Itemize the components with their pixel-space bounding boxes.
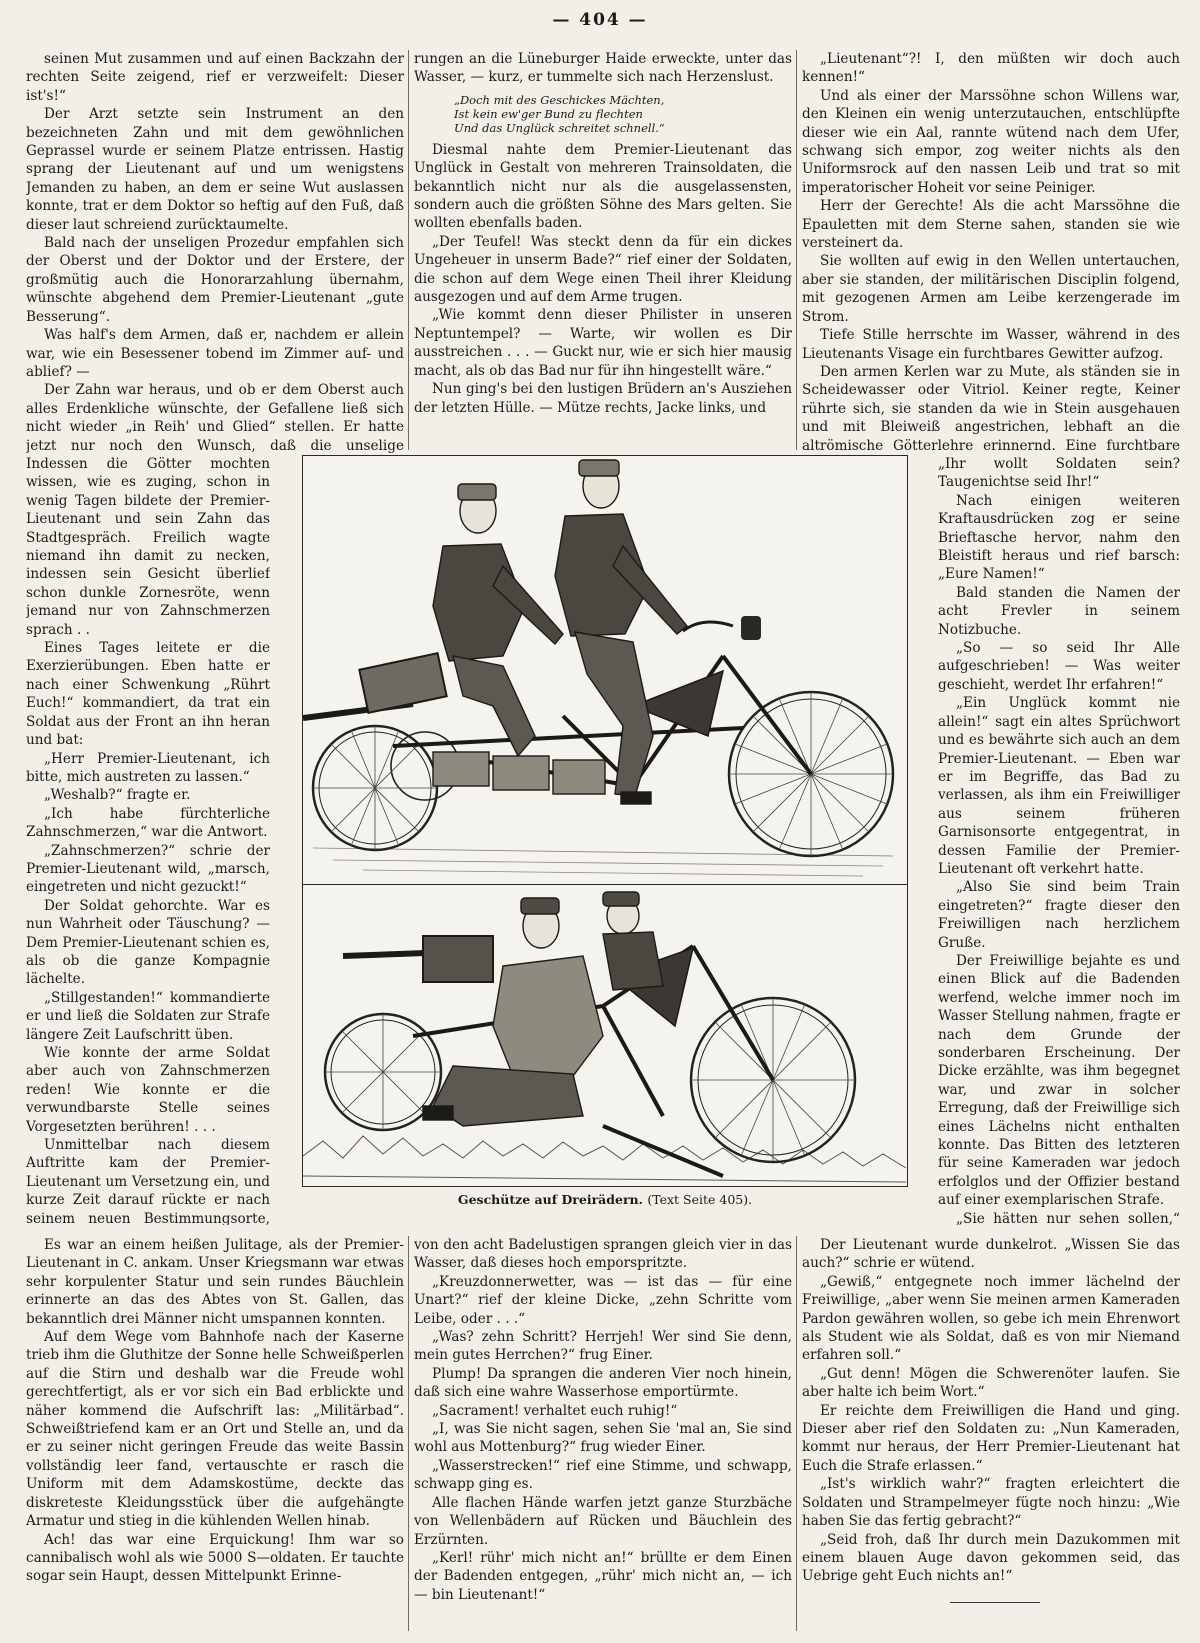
column-rule [408, 1236, 409, 1631]
paragraph: „Stillgestanden!“ kommandierte er und ließ die Soldaten zur Strafe längere Zeit Laufschritt üben. [26, 989, 270, 1043]
caption-page-reference: (Text Seite 405). [647, 1192, 753, 1207]
paragraph: Tiefe Stille herrschte im Wasser, während in des Lieutenants Visage ein furchtbares Gewitter aufzog. [802, 327, 1180, 362]
paragraph: Es war an einem heißen Julitage, als der Premier-Lieutenant in C. ankam. Unser Kriegsmann war etwas sehr korpulenter Statur und sein rundes Bäuchlein erinnerte an das des Abtes von St. Gallen, das bekanntlich drei Männer nicht umspannen konnten. [26, 1237, 404, 1327]
paragraph: „Wasserstrecken!“ rief eine Stimme, und schwapp, schwapp ging es. [414, 1457, 792, 1493]
paragraph: Nun ging's bei den lustigen Brüdern an's Ausziehen der letzten Hülle. — Mütze rechts, Jacke links, und [414, 381, 792, 416]
column-rule [796, 1236, 797, 1631]
paragraph: „Also Sie sind beim Train eingetreten?“ fragte dieser den Freiwilligen nach herzlichem Gruße. [938, 879, 1180, 951]
paragraph: „I, was Sie nicht sagen, sehen Sie 'mal an, Sie sind wohl aus Mottenburg?“ frug wieder Einer. [414, 1421, 792, 1456]
tricycle-gunners-drawing [303, 886, 906, 1186]
paragraph: „Kreuzdonnerwetter, was — ist das — für eine Unart?“ rief der kleine Dicke, „zehn Schritte vom Leibe, oder . . .“ [414, 1273, 792, 1327]
paragraph: „Sie hätten nur sehen sollen,“ [956, 1210, 1180, 1225]
paragraph: „Lieutenant“?! I, den müßten wir doch auch kennen!“ [802, 51, 1180, 86]
column-2-top-rest [414, 141, 792, 417]
column-2-opening: rungen an die Lüneburger Haide erweckte, unter das Wasser, — kurz, er tummelte sich nach Herzenslust. [414, 51, 792, 86]
paragraph: Der Freiwillige bejahte es und einen Blick auf die Badenden werfend, welche immer noch im Wasser Stellung nahmen, fragte er nach dem Grunde der sonderbaren Erscheinung. Der Dicke erzählte, was ihm begegnet war, und zwar in solcher Erregung, daß der Freiwillige sich eines Lächelns nicht enthalten konnte. Das Bitten des letzteren für seine Kameraden war jedoch erfolglos und der Offizier bestand auf einer exemplarischen Strafe. [938, 952, 1180, 1209]
paragraph: Alle flachen Hände warfen jetzt ganze Sturzbäche von Wellenbädern auf Rücken und Bäuchlein des Erzürnten. [414, 1494, 792, 1548]
column-1-top [26, 50, 404, 455]
paragraph: Diesmal nahte dem Premier-Lieutenant das Unglück in Gestalt von mehreren Trainsoldaten, die bekanntlich nicht nur als die ausgelassensten, sondern auch die größten Söhne des Mars gelten. Sie wollten ebenfalls baden. [414, 141, 792, 232]
column-3-top [802, 50, 1180, 455]
paragraph: „Herr Premier-Lieutenant, ich bitte, mich austreten zu lassen.“ [26, 750, 270, 785]
poem-line: Und das Unglück schreitet schnell.“ [454, 120, 665, 135]
paragraph: Und als einer der Marssöhne schon Willens war, den Kleinen ein wenig unterzutauchen, entschlüpfte dieser wie ein Aal, rannte wütend nach dem Ufer, schwang sich empor, zog weiter nichts als den Uniformsrock auf den nassen Leib und trat so mit imperatorischer Hoheit vor seine Peiniger. [802, 87, 1180, 196]
paragraph: Bald nach der unseligen Prozedur empfahlen sich der Oberst und der Doktor und der Erstere, der großmütig auch die Honorarzahlung übernahm, wünschte abgehend dem Premier-Lieutenant „gute Besserung“. [26, 235, 404, 325]
paragraph: Der Lieutenant wurde dunkelrot. „Wissen Sie das auch?“ schrie er wütend. [802, 1237, 1180, 1272]
paragraph: Auf dem Wege vom Bahnhofe nach der Kaserne trieb ihm die Gluthitze der Sonne helle Schweißperlen auf die Stirn und deshalb war die Freude wohl gerechtfertigt, als er vor sich ein Bad erblickte und näher kommend die Aufschrift las: „Militärbad“. Schweißtriefend kam er an Ort und Stelle an, und da er zu seiner nicht geringen Freude das weite Bassin vollständig leer fand, vertauschte er rasch die Uniform mit dem Adamskostüme, deckte das diskreteste Kleidungsstück über die aufgehängte Armatur und stieg in die kühlenden Wellen hinab. [26, 1329, 404, 1530]
paragraph: „Zahnschmerzen?“ schrie der Premier-Lieutenant wild, „marsch, eingetreten und nicht gezuckt!“ [26, 842, 270, 896]
end-rule [950, 1602, 1040, 1603]
paragraph: Ach! das war eine Erquickung! Ihm war so cannibalisch wohl als wie 5000 S—oldaten. Er tauchte sogar sein Haupt, dessen Mittelpunkt Erinne- [26, 1531, 404, 1585]
paragraph: von den acht Badelustigen sprangen gleich vier in das Wasser, daß dieses hoch emporspritzte. [414, 1237, 792, 1272]
paragraph: Der Arzt setzte sein Instrument an den bezeichneten Zahn und mit dem gewöhnlichen Geprassel wurde er seinem Platze entrissen. Hastig sprang der Lieutenant auf und um wenigstens Jemanden zu haben, an dem er seine Wut auslassen konnte, trat er dem Doktor so heftig auf den Fuß, daß dieser laut schreiend zurücktaumelte. [26, 106, 404, 233]
paragraph: Bald standen die Namen der acht Frevler in seinem Notizbuche. [938, 584, 1180, 638]
column-rule [796, 50, 797, 450]
poem-line: „Doch mit des Geschickes Mächten, [454, 92, 665, 107]
paragraph: Unmittelbar nach diesem Auftritte kam der Premier-Lieutenant um Versetzung ein, und kurze Zeit darauf rückte er nach seinem neuen Bestimmungsorte, [26, 1137, 270, 1225]
paragraph: Was half's dem Armen, daß er, nachdem er allein war, wie ein Besessener tobend im Zimmer auf- und ablief? — [26, 327, 404, 380]
illustration-frame [302, 455, 908, 1187]
column-rule [408, 50, 409, 450]
page-number: — 404 — [552, 10, 648, 30]
column-3-narrow [938, 455, 1180, 1225]
paragraph: „Ich habe fürchterliche Zahnschmerzen,“ war die Antwort. [26, 805, 270, 841]
paragraph: „Seid froh, daß Ihr durch mein Dazukommen mit einem blauen Auge davon gekommen seid, das Uebrige geht Euch nichts an!“ [802, 1531, 1180, 1585]
illustration-tricycle-riders [303, 456, 907, 885]
column-2-top [414, 50, 792, 450]
column-1-narrow [26, 455, 270, 1225]
paragraph: Wie konnte der arme Soldat aber auch von Zahnschmerzen reden! Wie konnte er die verwundbarste Stelle seines Vorgesetzten berühren! . . . [26, 1045, 270, 1135]
illustration-caption [302, 1192, 908, 1207]
paragraph: Der Soldat gehorchte. War es nun Wahrheit oder Täuschung? — Dem Premier-Lieutenant schien es, als ob die ganze Kompagnie lächelte. [26, 897, 270, 988]
column-3-bottom [802, 1236, 1180, 1601]
paragraph: Den armen Kerlen war zu Mute, als ständen sie in Scheidewasser oder Vitriol. Keiner regte, Keiner rührte sich, sie standen da wie in Stein ausgehauen und mit Bleiweiß angestrichen, lebhaft an die altrömische Götterlehre erinnernd. Eine furchtbare [802, 363, 1180, 454]
paragraph: „Weshalb?“ fragte er. [44, 787, 191, 804]
paragraph: „Ihr wollt Soldaten sein? Taugenichtse seid Ihr!“ [938, 456, 1180, 491]
paragraph: „Ist's wirklich wahr?“ fragten erleichtert die Soldaten und Strampelmeyer fügte noch hinzu: „Wie haben Sie das fertig gebracht?“ [802, 1476, 1180, 1530]
paragraph: „So — so seid Ihr Alle aufgeschrieben! — Was weiter geschieht, werdet Ihr erfahren!“ [938, 640, 1180, 693]
tricycle-riders-drawing [303, 456, 906, 884]
paragraph: „Wie kommt denn dieser Philister in unseren Neptuntempel? — Warte, wir wollen es Dir ausstreichen . . . — Guckt nur, wie er sich hier mausig macht, als ob das Bad nur für ihn hingestellt wäre.“ [414, 307, 792, 379]
paragraph: Er reichte dem Freiwilligen die Hand und ging. Dieser aber rief den Soldaten zu: „Nun Kameraden, kommt nur heraus, der Herr Premier-Lieutenant hat Euch die Strafe erlassen.“ [802, 1402, 1180, 1474]
paragraph: „Was? zehn Schritt? Herrjeh! Wer sind Sie denn, mein gutes Herrchen?“ frug Einer. [414, 1329, 792, 1364]
poem-line: Ist kein ew'ger Bund zu flechten [454, 106, 643, 121]
paragraph: „Sacrament! verhaltet euch ruhig!“ [432, 1402, 678, 1419]
paragraph: Plump! Da sprangen die anderen Vier noch hinein, daß sich eine wahre Wasserhose emportürmte. [414, 1365, 792, 1401]
paragraph: Nach einigen weiteren Kraftausdrücken zog er seine Brieftasche hervor, nahm den Bleistift heraus und rief barsch: „Eure Namen!“ [938, 492, 1180, 583]
paragraph: Sie wollten auf ewig in den Wellen untertauchen, aber sie standen, der militärischen Disciplin folgend, mit gezogenen Armen am Leibe kerzengerade im Strom. [802, 253, 1180, 325]
caption-title: Geschütze auf Dreirädern. [457, 1192, 643, 1207]
paragraph: „Gewiß,“ entgegnete noch immer lächelnd der Freiwillige, „aber wenn Sie meinen armen Kameraden Pardon gewähren wollen, so gebe ich mein Ehrenwort als Student wie als Soldat, daß es von mir Niemand erfahren soll.“ [802, 1273, 1180, 1364]
paragraph: „Gut denn! Mögen die Schwerenöter laufen. Sie aber halte ich beim Wort.“ [802, 1365, 1180, 1401]
column-1-bottom [26, 1236, 404, 1631]
paragraph: Indessen die Götter mochten wissen, wie es zuging, schon in wenig Tagen bildete der Premier-Lieutenant und sein Zahn das Stadtgespräch. Freilich wagte niemand ihn damit zu necken, indessen sein Gesicht überlief schon dunkle Zornesröte, wenn jemand nur von Zahnschmerzen sprach . . [26, 456, 270, 638]
paragraph: „Kerl! rühr' mich nicht an!“ brüllte er dem Einen der Badenden entgegen, „rühr' mich nicht an, — ich — bin Lieutenant!“ [414, 1549, 792, 1603]
poem-quote [454, 93, 792, 135]
illustration-tricycle-gunners [303, 886, 907, 1186]
paragraph: „Der Teufel! Was steckt denn da für ein dickes Ungeheuer in unserm Bade?“ rief einer der Soldaten, die schon auf dem Wege einen Theil ihrer Kleidung ausgezogen und auf dem Arme trugen. [414, 233, 792, 306]
paragraph: Herr der Gerechte! Als die acht Marssöhne die Epauletten mit dem Sterne sahen, standen sie wie versteinert da. [802, 198, 1180, 252]
paragraph: Der Zahn war heraus, und ob er dem Oberst auch alles Erdenkliche wünschte, der Gefallene ließ sich nicht wieder „in Reih' und Glied“ stellen. Er hatte jetzt nur noch den Wunsch, daß die unselige [26, 382, 404, 454]
column-2-bottom [414, 1236, 792, 1631]
paragraph: seinen Mut zusammen und auf einen Backzahn der rechten Seite zeigend, rief er verzweifelt: Dieser ist's!“ [26, 51, 404, 104]
paragraph: Eines Tages leitete er die Exerzierübungen. Eben hatte er nach einer Schwenkung „Rührt Euch!“ kommandiert, da trat ein Soldat aus der Front an ihn heran und bat: [26, 640, 270, 749]
paragraph: „Ein Unglück kommt nie allein!“ sagt ein altes Sprüchwort und es bewährte sich auch an dem Premier-Lieutenant. — Eben war er im Begriffe, das Bad zu verlassen, als ihm ein Freiwilliger aus seinem früheren Garnisonsorte entgegentrat, in dessen Familie der Premier-Lieutenant oft verkehrt hatte. [938, 695, 1180, 877]
